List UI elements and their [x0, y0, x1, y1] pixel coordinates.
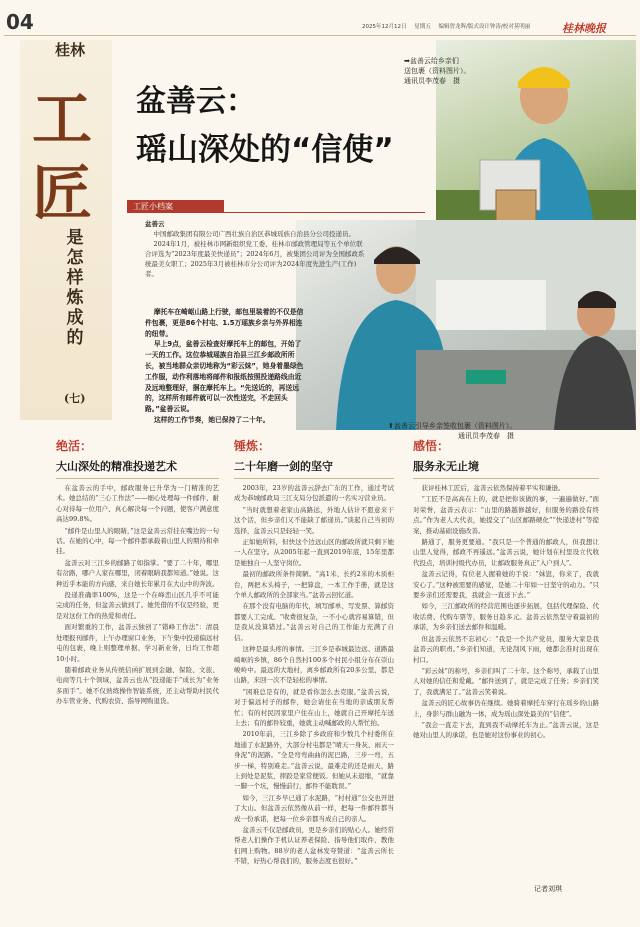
paragraph: 2003年，23岁的盆善云辞去广东的工作，通过考试成为恭城邮政局三江支局分包派遣的一名实习营业员。 — [234, 484, 394, 503]
section-skill — [56, 437, 219, 708]
section-subhead: 大山深处的精准投递艺术 — [56, 460, 177, 473]
section-body — [413, 483, 599, 741]
paragraph: 路通了，服务更要通。“我只是一个普通的邮政人，但我想让山里人觉得，邮政不再遥远。”盆善云说，她计划在村里设立代收代投点，培训村级代办员，让邮政服务真正“入户到人”。 — [413, 538, 599, 567]
caption-2-line-2: 通讯员李茂春 摄 — [458, 432, 514, 440]
lead-paragraph-2: 早上9点，盆善云检查好摩托车上的邮包，开始了一天的工作。这位恭城瑶族自治县三江乡邮政所所长，被当地群众亲切地称为“彩云妹”，她身着墨绿色工作服，动作利落地将邮件和报纸按照投递路线由近及远地整理好，捆在摩托车上。“先送近的，再送远的，这样所有邮件就可以一次性送完，不走回头路。”盆善云说。 — [145, 340, 304, 414]
issue-weekday: 星期五 — [414, 24, 431, 30]
paragraph: 盆善云的匠心故事仍在继续。她骑着摩托车穿行在瑶乡的山路上，身影与群山融为一体，成为瑶山深处最美的“信使”。 — [413, 699, 599, 718]
caption-1-line-1: ➡盆善云给乡亲们 — [404, 57, 459, 65]
section-temper — [234, 437, 394, 868]
column-banner-big-char-1: 工 — [32, 85, 92, 155]
column-banner-big-char-2: 匠 — [32, 159, 92, 229]
paragraph: 随着邮政业务从传统信函扩展到金融、保险、文旅、电商等几十个领域，盆善云也从“投递能手”成长为“业务多面手”。她不仅熟练操作智能系统，还主动帮助村民代办车管业务、代购农资、指导网购退货。 — [56, 665, 219, 706]
caption-1-line-2: 送包裹（资料图片）。 — [404, 67, 471, 75]
section-kicker: 锤炼： — [234, 439, 271, 453]
paragraph: 如今，三江乡早已通了水泥路，“村村通”公交也开进了大山。但盆善云依然像从前一样，把每一件邮件都当成一份承诺，把每一位乡亲都当成自己的亲人。 — [234, 793, 394, 823]
section-kicker: 感悟： — [413, 439, 450, 453]
paragraph: 如今，三江邮政所的经营范围也逐步拓展，包括代理保险、代收话费、代购车票等，服务日趋多元。盆善云依然坚守着最初的承诺，为乡亲们送去邮件和温暖。 — [413, 602, 599, 632]
paragraph: 盆善云对三江乡的邮路了如指掌。“要了二十年，哪里有岔路，哪户人家在哪里，闭着眼睛我都知道。”她说。这种近乎本能的方向感，来自她长年累月在大山中的奔波。 — [56, 558, 219, 588]
section-body — [56, 483, 219, 707]
caption-1-line-3: 通讯员李茂春 摄 — [404, 77, 460, 85]
headline-line-1: 盆善云： — [136, 84, 256, 119]
paragraph: “困难总是有的，就是看你怎么去克服。”盆善云说，对于偏远村子的邮件，她会请住在当地的亲戚朋友帮忙；有的村民因家里户住在山上，她就自己开摩托车送上去；有的邮件较重，她就主动喊邮政的人帮忙抬。 — [234, 687, 394, 727]
profile-tag: 工匠小档案 — [127, 200, 224, 213]
section-rule — [56, 478, 219, 479]
paragraph: “工匠不是高高在上的，就是把你该做的事，一遍遍做好。”面对荣誉，盆善云表示：“山里的路越修越好，但服务的路没有终点。”作为老人大代表，她提交了“山区邮路硬化”“快递进村”等提案，推动基础设施改善。 — [413, 495, 599, 535]
section-subhead: 服务永无止境 — [413, 460, 479, 473]
lead-paragraph-1: 摩托车在崎岖山路上行驶，邮包里装着的不仅是信件包裹，更是86个村屯、1.5万瑶族乡亲与外界相连的纽带。 — [145, 308, 304, 338]
paragraph: 盆善云不仅是邮政员，更是乡亲们的贴心人。她经常帮老人们操作手机认证养老保险、指导他们取件、教他们网上购物。88岁的老人盆林发夸赞道：“盆善云所长不错，好热心帮我们的，服务态度也很好。” — [234, 826, 394, 866]
section-insight — [413, 437, 599, 742]
paragraph: 正如她所料，但快这个边远山区的邮政所就只剩下她一人在坚守。从2005年起一直到2019年底，15年里都是她独自一人坚守岗位。 — [234, 538, 394, 567]
paragraph: 面对繁重的工作，盆善云独创了“错峰工作法”：清晨处理报刊邮件，上午办理窗口业务，下午集中投递偏远村屯的包裹，晚上则整理单据、学习新业务，日均工作超10小时。 — [56, 623, 219, 663]
profile-name: 盆善云 — [145, 220, 165, 228]
article-lead — [145, 307, 307, 426]
column-banner-top: 桂林 — [54, 41, 85, 59]
newspaper-brand: 桂林晚报 — [562, 22, 606, 35]
header-meta — [362, 22, 536, 30]
section-body — [234, 483, 394, 867]
profile-text — [145, 219, 365, 279]
paragraph: 最初的邮政所条件简陋。“高1米、长约2米的木质柜台，两把木头椅子，一把算盘，一本工作手册，就是这个单人邮政所的全部家当。”盆善云回忆道。 — [234, 570, 394, 600]
paragraph: “我会一直走下去，直到我不动摩托车为止。”盆善云说，这是她对山里人的承诺，也是她对这份事业的初心。 — [413, 720, 599, 740]
byline: 记者刘琪 — [534, 885, 562, 893]
lead-paragraph-3: 这样的工作节奏，她已保持了二十年。 — [153, 415, 270, 424]
caption-2-line-1: ⬆盆善云引导乡亲签收包裹（资料图片）。 — [388, 422, 517, 430]
section-rule — [413, 478, 599, 479]
paragraph: 这种是最头疼的事情。三江乡是恭城最边远、道路最崎岖的乡镇，86个自然村100多个村民小组分布在崇山峻岭中。最远的大地村，离乡邮政所有20多公里，都是山路，来回一次不是轻松的事情。 — [234, 645, 394, 685]
profile-rule — [127, 212, 425, 213]
paragraph: “邮件是山里人的眼睛，”这是盆善云常挂在嘴边的一句话。在她的心中，每一个邮件都承载着山里人的期待和牵挂。 — [56, 526, 219, 556]
page-number: 04 — [6, 10, 34, 34]
issue-date: 2025年12月12日 — [362, 24, 407, 30]
section-kicker: 绝活： — [56, 439, 93, 453]
paragraph: 但盆善云依然不忘初心：“我是一个共产党员，服务大家是我盆善云的职责。”乡亲们知道，无论刮风下雨，她都会准时出现在村口。 — [413, 634, 599, 664]
paragraph: 获评桂林工匠后，盆善云依然保持着平实和谦逊。 — [421, 484, 565, 492]
section-subhead: 二十年磨一剑的坚守 — [234, 460, 333, 473]
page-header — [0, 0, 640, 40]
paragraph: 投递准确率100%，这是一个在峰峦山区几乎不可能完成的任务，但盆善云做到了。她凭借的不仅是经验，更是对这份工作的热爱和责任。 — [56, 591, 219, 620]
column-banner-number: (七) — [64, 392, 86, 405]
profile-text-1: 中国邮政集团有限公司广西壮族自治区恭城瑶族自治县分公司投递员。 — [153, 230, 355, 238]
section-rule — [234, 478, 394, 479]
profile-text-2: 2024年1月，被桂林市网新组织党工委、桂林市邮政管理局等五个单位联合评选为“2023年度最美快递员”；2024年6月，被集团公司评为全国邮政系统最美女职工；2025年3月被桂林市分公司评为2024年度先进生产(工作)者。 — [145, 240, 365, 278]
paragraph: 2010年前，三江乡除了乡政府和少数几个村委所在地通了水泥路外，大部分村屯都是“晴天一身灰、雨天一身泥”的泥路。“全是弯弯曲曲的泥巴路，三步一弯，五步一梯，特别难走。”盆善云说，最难走的还是雨天，路上到处是泥浆，摔跤是家常便饭。但她从未退缩，“就靠一脚一个坑，慢慢前行，邮件不能耽误。” — [234, 730, 394, 791]
paragraph: 盆善云记得，有位老人握着她的手说：“妹崽，你来了，我就安心了。”这种被需要的感觉，是她二十年如一日坚守的动力。“只要乡亲们还需要我，我就会一直送下去。” — [413, 570, 599, 600]
paragraph: “彩云妹”的称号，乡亲们叫了二十年。这个称号，承载了山里人对她的信任和爱戴。“邮件送到了，就是完成了任务；乡亲们笑了，我就满足了。”盆善云笑着说。 — [413, 666, 599, 696]
column-banner-bottom: 是怎样炼成的 — [66, 228, 84, 348]
paragraph: 在盆善云的手中，邮政服务已升华为一门精准的艺术。她总结的“三心工作法”——细心处理每一件邮件、耐心对待每一位用户、真心解决每一个问题，使客户满意度高达99.8%。 — [56, 484, 219, 524]
paragraph: 在那个没有电脑的年代，填写邮单、写发票、算邮资都要人工完成。“收费很复杂，一不小心就容易算错，但是我从没算错过。”盆善云对自己的工作能力充满了自信。 — [234, 602, 394, 642]
editor-credits: 编辑曾龙晖/版式设计钟涛/校对莫明丽 — [438, 24, 531, 30]
photo-caption-1 — [404, 56, 514, 86]
paragraph: “当时就想着老家山高路远，外地人估计不愿意来干这个活，但乡亲们又不能缺了邮递员。”谈起自己当初的选择，盆善云只是轻轻一笑。 — [234, 505, 394, 535]
header-rule — [4, 35, 636, 36]
headline-line-2: 瑶山深处的“信使” — [136, 132, 394, 168]
